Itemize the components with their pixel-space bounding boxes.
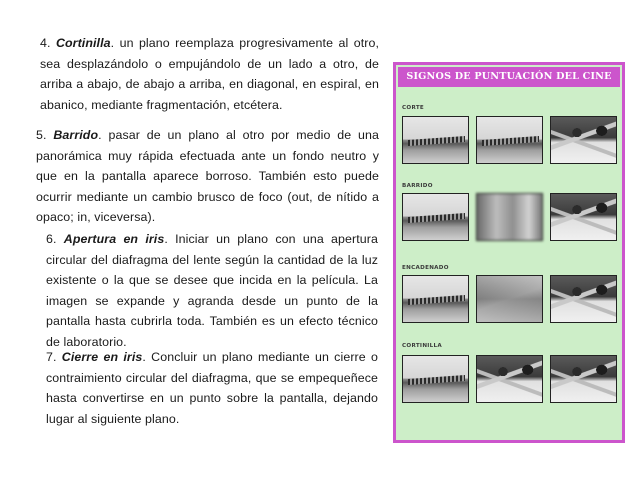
figure-title: SIGNOS DE PUNTUACIÓN DEL CINE [398,67,620,87]
film-frame-image [550,355,617,403]
paragraph-apertura-en-iris [46,229,378,353]
section-label-cortinilla: CORTINILLA [402,343,443,349]
film-frame-image [476,355,543,403]
paragraph-barrido [36,125,379,228]
film-frame-image [550,193,617,241]
term-barrido: Barrido [53,128,99,142]
film-frame-image [550,275,617,323]
thumbnail-row-cortinilla [402,355,617,403]
term-cierre-en-iris: Cierre en iris [61,350,143,364]
paragraph-cierre-en-iris [46,347,378,429]
film-punctuation-figure [393,62,625,443]
definition-text: . Concluir un plano mediante un cierre o contraimiento circular del diafragma, que se empequeñece hasta convertirse en un punto sobre la pantalla, dejando lugar al siguiente plano. [46,350,379,426]
thumbnail-row-encadenado [402,275,617,323]
thumbnail-row-barrido [402,193,617,241]
film-frame-image [476,193,543,241]
thumbnail-row-corte [402,116,617,164]
film-frame-image [476,116,543,164]
film-frame-image [476,275,543,323]
section-label-encadenado: ENCADENADO [402,265,449,271]
section-label-corte: CORTE [402,105,425,111]
film-frame-image [402,275,469,323]
paragraph-number: 7. [46,350,57,364]
film-frame-image [402,355,469,403]
film-frame-image [550,116,617,164]
paragraph-number: 5. [36,128,47,142]
term-cortinilla: Cortinilla [55,36,111,50]
definition-text: . un plano reemplaza progresivamente al otro, sea desplazándolo o empujándolo de un lado a otro, de arriba a abajo, de abajo a arriba, en diagonal, en espiral, en abanico, mediante fragmentación, etcétera. [40,36,379,112]
paragraph-cortinilla [40,33,379,115]
film-frame-image [402,116,469,164]
section-label-barrido: BARRIDO [402,183,433,189]
definition-text: . Iniciar un plano con una apertura circular del diafragma del lente según la cantidad de la luz existente o la que se desee que incida en la película. La imagen se expande y agranda desde un punto de la pantalla hasta cubrirla toda. También es un efecto técnico de laboratorio. [46,232,378,349]
film-frame-image [402,193,469,241]
definition-text: . pasar de un plano al otro por medio de una panorámica muy rápida efectuada ante un fondo neutro y que en la pantalla aparece borroso. También esto puede ocurrir mediante un cambio brusco de foco (out, de nítido a opaco; in, viceversa). [36,128,380,225]
term-apertura-en-iris: Apertura en iris [63,232,165,246]
paragraph-number: 6. [46,232,57,246]
paragraph-number: 4. [40,36,51,50]
